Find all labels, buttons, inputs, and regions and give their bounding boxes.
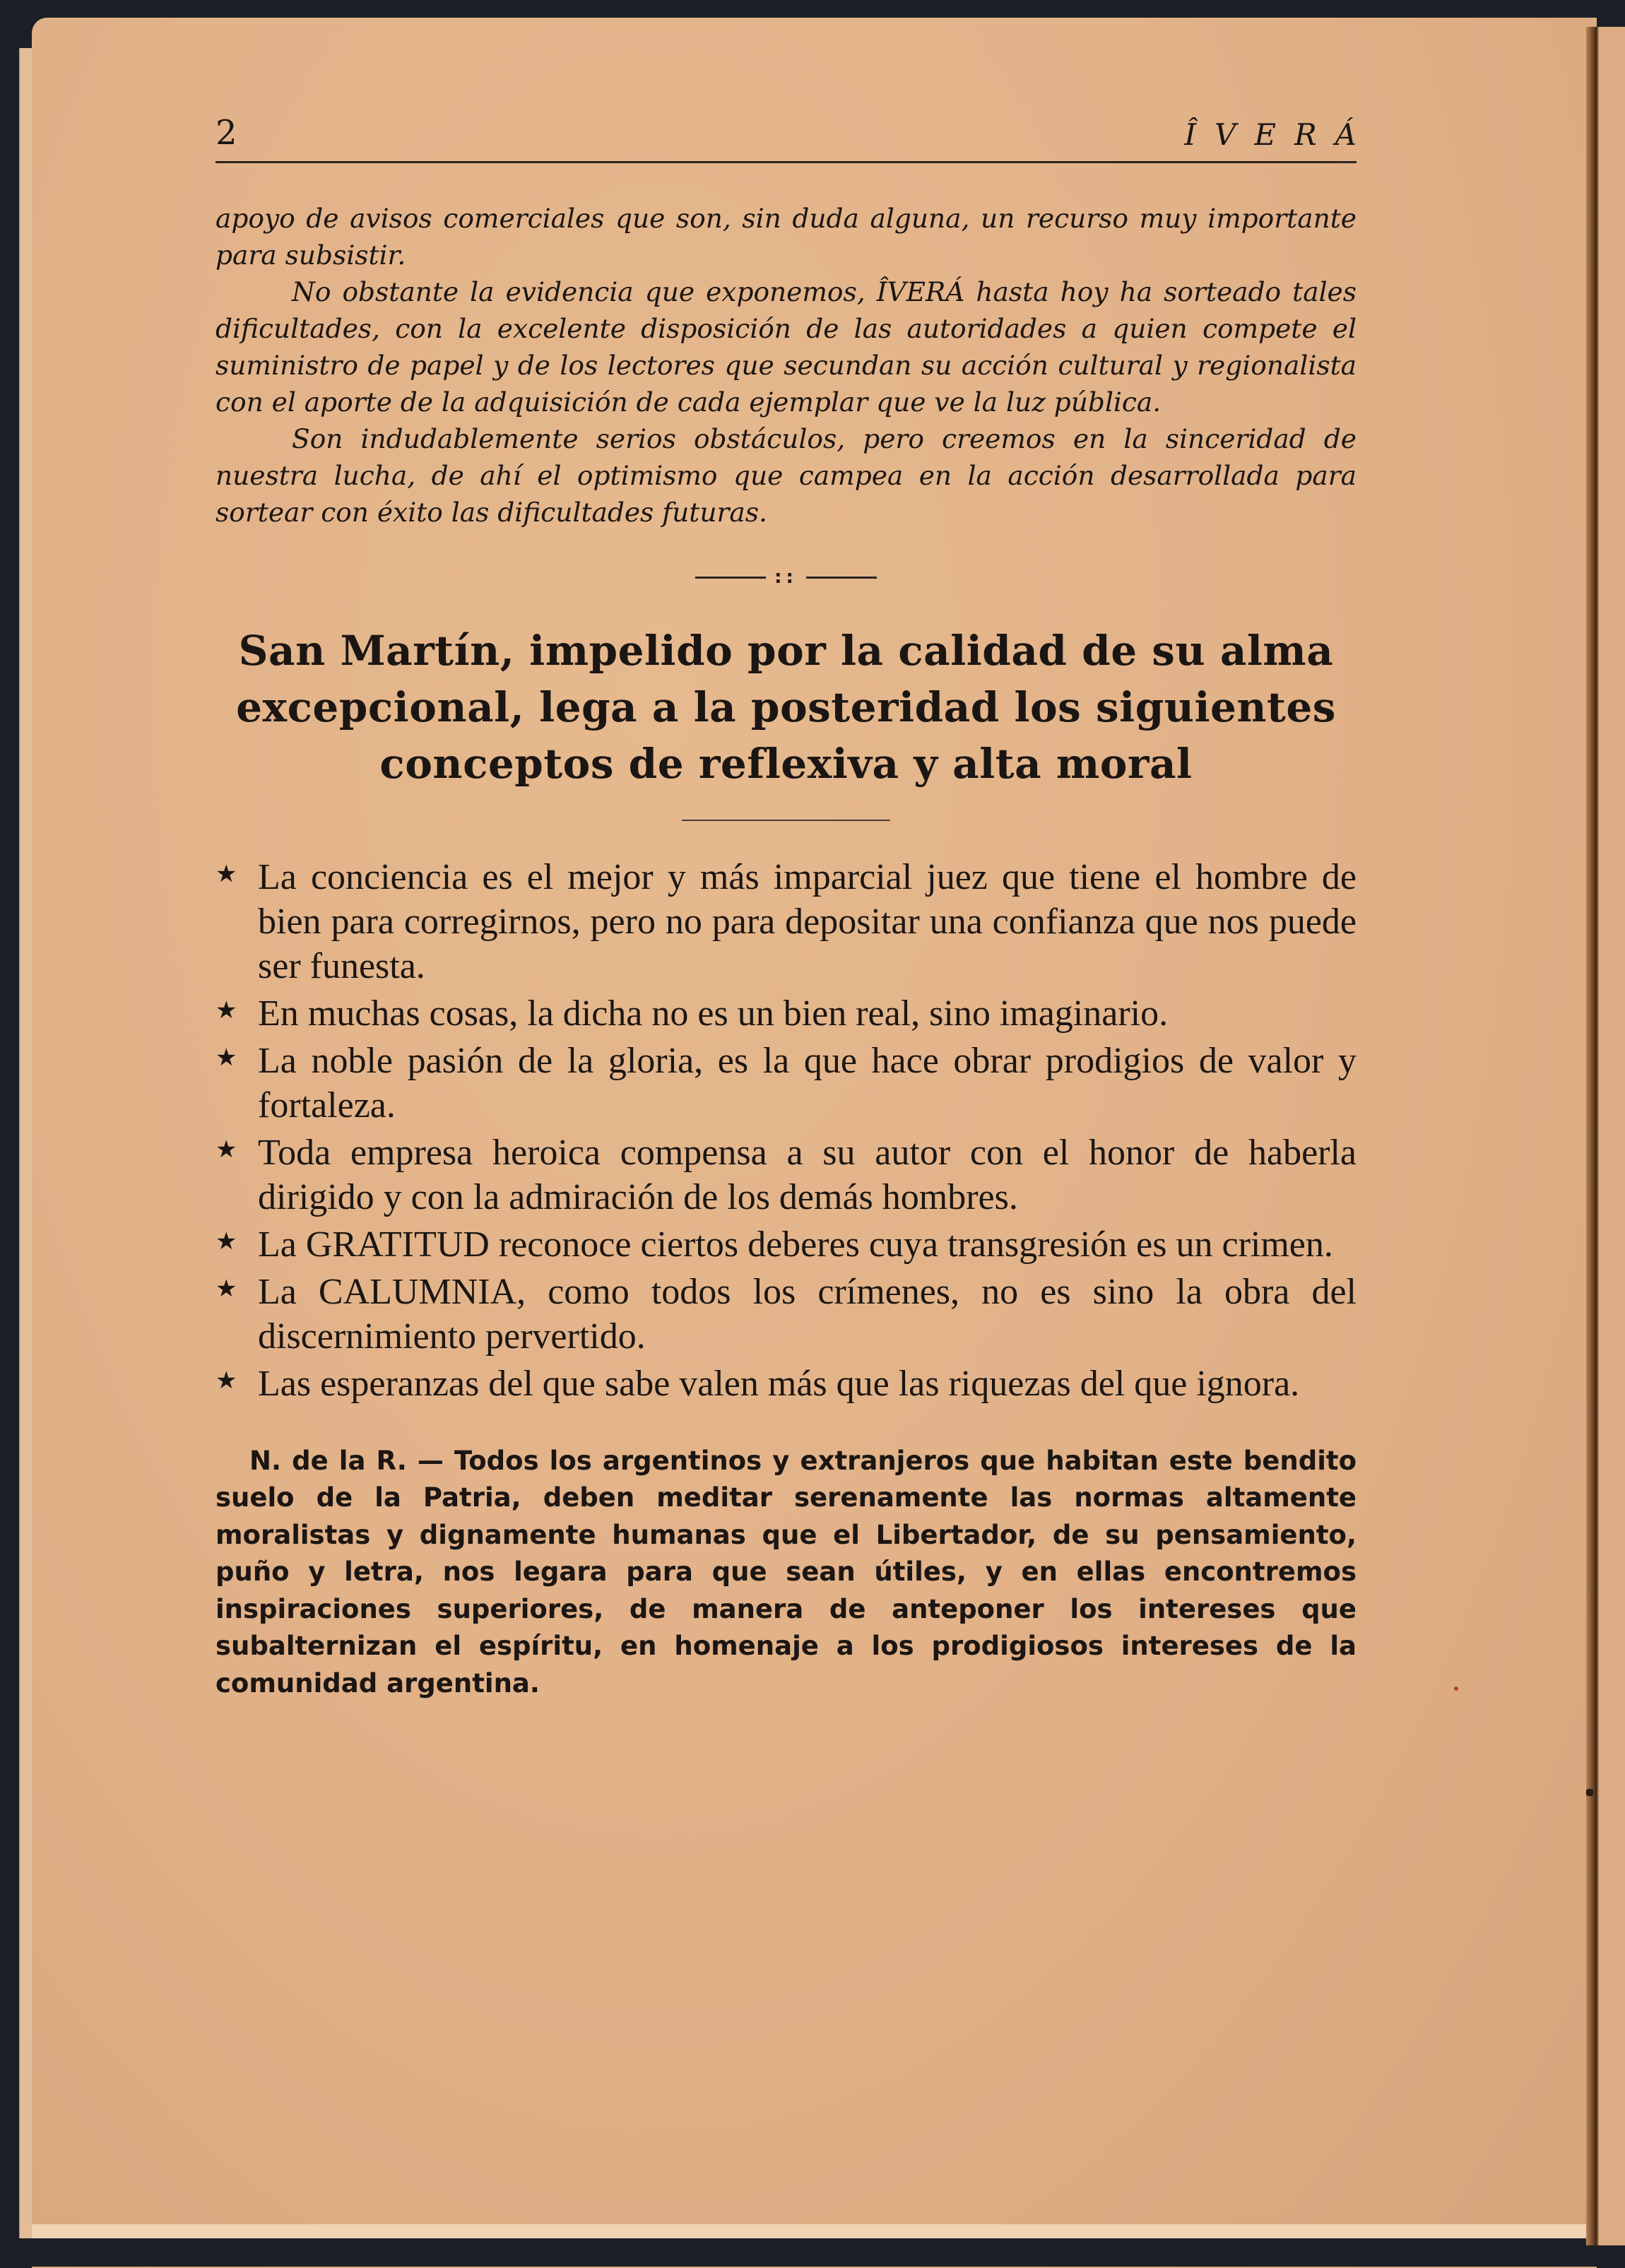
page-bottom-edge [32, 2224, 1586, 2238]
maxim-item [215, 1039, 1357, 1128]
maxim-text: La GRATITUD reconoce ciertos deberes cuya transgresión es un crimen. [258, 1224, 1333, 1265]
separator-line [806, 577, 877, 579]
running-title: ÎVERÁ [1184, 117, 1375, 152]
maxim-text: La noble pasión de la gloria, es la que hace obrar prodigios de valor y fortaleza. [258, 1040, 1357, 1126]
page-header [215, 113, 1375, 163]
section-separator [215, 563, 1357, 591]
maxim-text: La CALUMNIA, como todos los crímenes, no es sino la obra del discernimiento pervertido. [258, 1271, 1357, 1357]
book-gutter [1586, 27, 1599, 2245]
maxim-item [215, 855, 1357, 988]
maxim-item [215, 1270, 1357, 1359]
separator-line [695, 577, 766, 579]
maxim-text: Toda empresa heroica compensa a su autor con el honor de haberla dirigido y con la admiración de los demás hombres. [258, 1132, 1357, 1217]
headline-rule [682, 820, 890, 821]
scan-bottom-border [0, 2238, 1625, 2267]
star-icon: ★ [215, 1366, 237, 1395]
editor-note: N. de la R. — Todos los argentinos y extranjeros que habitan este bendito suelo de la Patria, deben meditar serenamente las normas altamente moralistas y dignamente humanas que el Libertador, de su pensamiento, puño y letra, nos legara para que sean útiles, y en ellas encontremos inspiraciones superiores, de manera de anteponer los intereses que subalternizan el espíritu, en homenaje a los prodigiosos intereses de la comunidad argentina. [215, 1445, 1357, 1699]
facing-page-edge [1599, 27, 1625, 2245]
star-icon: ★ [215, 859, 237, 888]
maxim-item [215, 991, 1357, 1036]
ink-speck [1454, 1687, 1458, 1691]
intro-text [215, 200, 1357, 531]
star-icon: ★ [215, 996, 237, 1024]
page-content [215, 113, 1375, 1728]
maxim-text: La conciencia es el mejor y más imparcial juez que tiene el hombre de bien para corregirnos, pero no para depositar una confianza que nos puede ser funesta. [258, 856, 1357, 986]
page-number: 2 [215, 113, 237, 153]
star-icon: ★ [215, 1135, 237, 1164]
star-icon: ★ [215, 1043, 237, 1072]
maxim-item [215, 1130, 1357, 1219]
maxim-item [215, 1222, 1357, 1267]
intro-paragraph: apoyo de avisos comerciales que son, sin duda alguna, un recurso muy importante para subsistir. [215, 203, 1357, 271]
star-icon: ★ [215, 1227, 237, 1256]
article-headline: San Martín, impelido por la calidad de su alma excepcional, lega a la posteridad los siguientes conceptos de reflexiva y alta moral [236, 627, 1336, 788]
maxim-text: Las esperanzas del que sabe valen más que las riquezas del que ignora. [258, 1363, 1300, 1404]
maxim-text: En muchas cosas, la dicha no es un bien real, sino imaginario. [258, 993, 1169, 1034]
ink-speck [1586, 1789, 1593, 1796]
maxim-item [215, 1362, 1357, 1406]
separator-dots: :: [774, 567, 798, 588]
maxims-list [215, 855, 1357, 1406]
star-icon: ★ [215, 1274, 237, 1303]
intro-paragraph: Son indudablemente serios obstáculos, pero creemos en la sinceridad de nuestra lucha, de ahí el optimismo que campea en la acción desarrollada para sortear con éxito las dificultades futuras. [215, 423, 1357, 528]
intro-paragraph: No obstante la evidencia que exponemos, ÎVERÁ hasta hoy ha sorteado tales dificultades, con la excelente disposición de las autoridades a quien compete el suministro de papel y de los lectores que secundan su acción cultural y regionalista con el aporte de la adquisición de cada ejemplar que ve la luz pública. [215, 276, 1357, 418]
